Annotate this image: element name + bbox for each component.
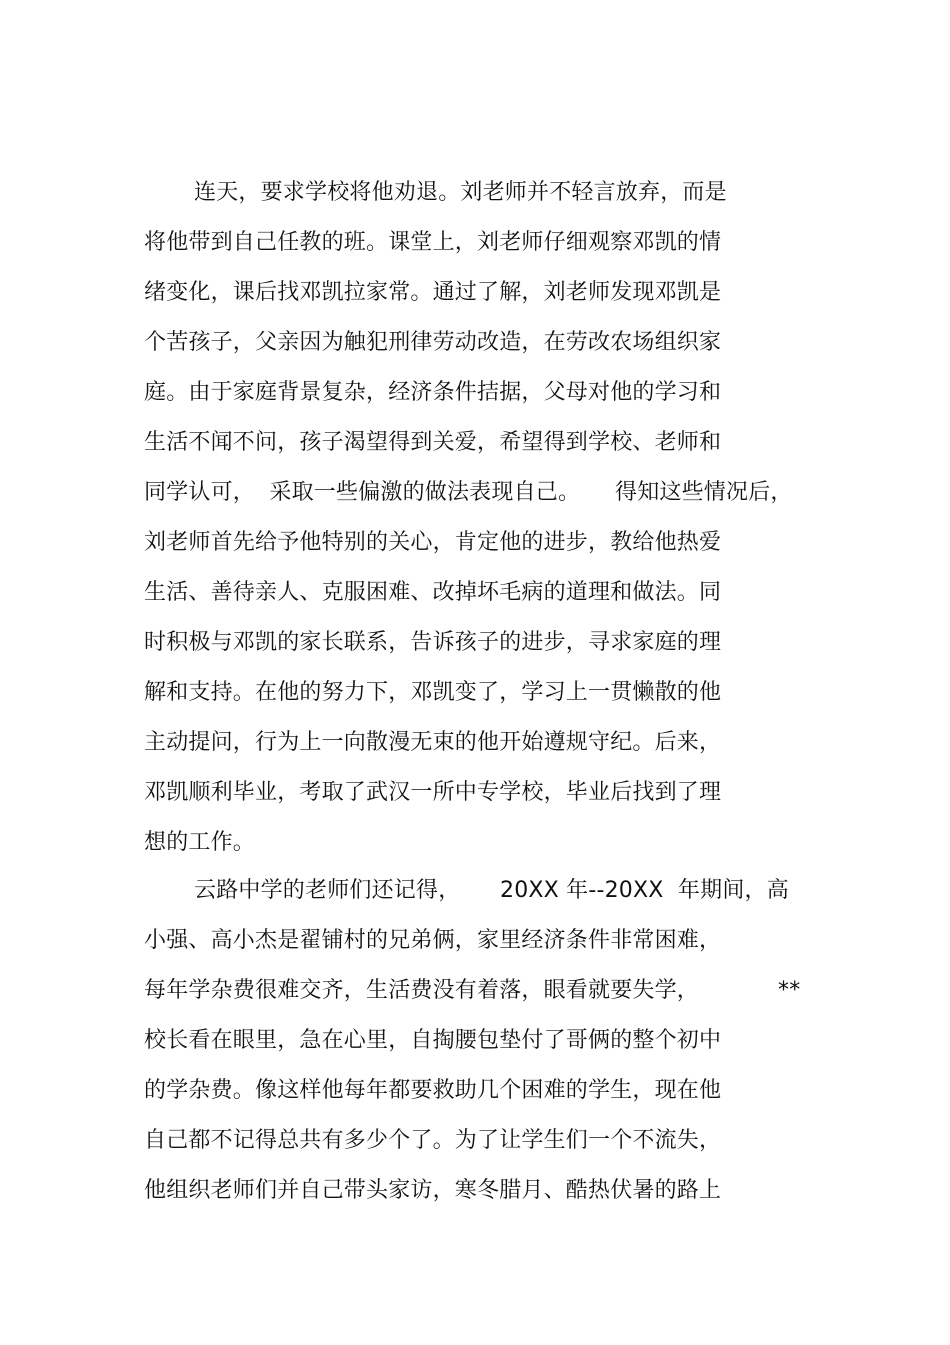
text-line: 刘老师首先给予他特别的关心，肯定他的进步，教给他热爱 <box>144 530 722 555</box>
text-line: 校长看在眼里，急在心里，自掏腰包垫付了哥俩的整个初中 <box>144 1028 722 1053</box>
text-line: 20XX 年--20XX 年期间，高 <box>500 878 789 903</box>
text-line: 他组织老师们并自己带头家访，寒冬腊月、酷热伏暑的路上 <box>144 1178 722 1203</box>
text-line: 将他带到自己任教的班。课堂上，刘老师仔细观察邓凯的情 <box>144 230 722 255</box>
text-line: 连天，要求学校将他劝退。刘老师并不轻言放弃，而是 <box>194 180 727 205</box>
text-line: 同学认可， 采取一些偏激的做法表现自己。 <box>144 480 581 505</box>
text-line: 云路中学的老师们还记得， <box>194 878 461 903</box>
text-line: 生活不闻不问，孩子渴望得到关爱，希望得到学校、老师和 <box>144 430 722 455</box>
text-line: 想的工作。 <box>144 830 256 855</box>
text-line: 的学杂费。像这样他每年都要救助几个困难的学生，现在他 <box>144 1078 722 1103</box>
text-line: ** <box>778 978 801 1003</box>
text-line: 每年学杂费很难交齐，生活费没有着落，眼看就要失学， <box>144 978 700 1003</box>
text-line: 得知这些情况后， <box>615 480 793 505</box>
text-line: 解和支持。在他的努力下，邓凯变了，学习上一贯懒散的他 <box>144 680 722 705</box>
text-line: 绪变化，课后找邓凯拉家常。通过了解，刘老师发现邓凯是 <box>144 280 722 305</box>
text-line: 个苦孩子，父亲因为触犯刑律劳动改造，在劳改农场组织家 <box>144 330 722 355</box>
text-line: 自己都不记得总共有多少个了。为了让学生们一个不流失， <box>144 1128 722 1153</box>
text-line: 庭。由于家庭背景复杂，经济条件拮据，父母对他的学习和 <box>144 380 722 405</box>
text-line: 邓凯顺利毕业，考取了武汉一所中专学校，毕业后找到了理 <box>144 780 722 805</box>
text-line: 小强、高小杰是翟铺村的兄弟俩，家里经济条件非常困难， <box>144 928 722 953</box>
text-line: 时积极与邓凯的家长联系，告诉孩子的进步，寻求家庭的理 <box>144 630 722 655</box>
text-line: 主动提问，行为上一向散漫无束的他开始遵规守纪。后来， <box>144 730 722 755</box>
text-line: 生活、善待亲人、克服困难、改掉坏毛病的道理和做法。同 <box>144 580 722 605</box>
